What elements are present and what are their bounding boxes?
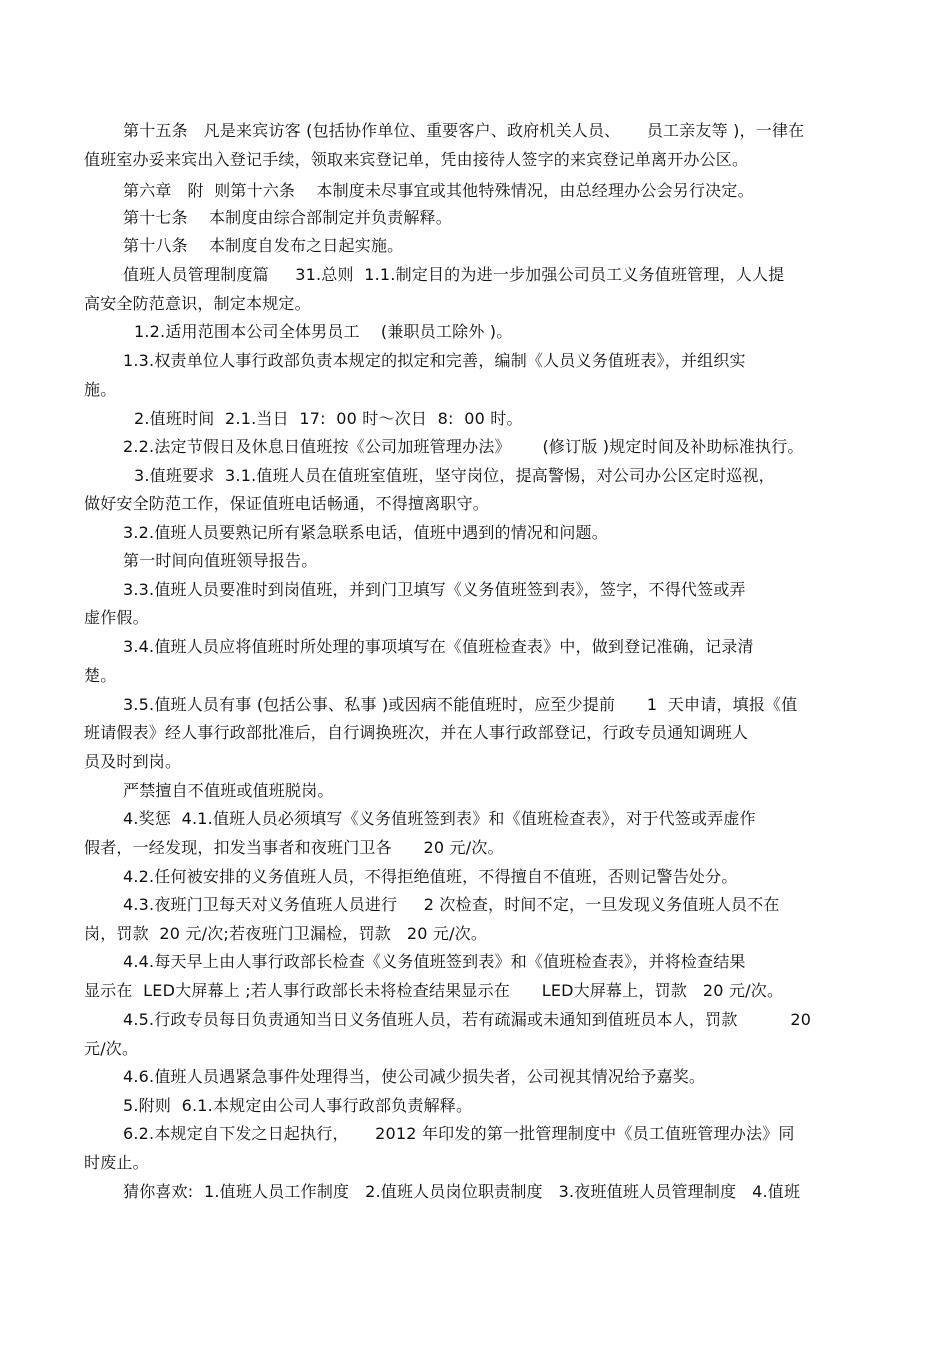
text-line: 1.3.权责单位人事行政部负责本规定的拟定和完善，编制《人员义务值班表》，并组织实 (123, 351, 746, 370)
text-line: 元/次。 (84, 1039, 139, 1058)
text-line: 4.2.任何被安排的义务值班人员，不得拒绝值班，不得擅自不值班，否则记警告处分。 (123, 867, 738, 886)
text-line: 值班室办妥来宾出入登记手续，领取来宾登记单，凭由接待人签字的来宾登记单离开办公区。 (84, 150, 749, 169)
text-line: 员及时到岗。 (84, 752, 182, 771)
text-line: 2.值班时间 2.1.当日 17: 00 时～次日 8: 00 时。 (134, 409, 523, 428)
text-line: 第六章 附 则第十六条 本制度未尽事宜或其他特殊情况，由总经理办公会另行决定。 (123, 181, 754, 200)
text-line: 4.3.夜班门卫每天对义务值班人员进行 2 次检查，时间不定，一旦发现义务值班人员不在 (123, 895, 780, 914)
text-line: 2.2.法定节假日及休息日值班按《公司加班管理办法》 (修订版 )规定时间及补助标准执行。 (123, 437, 804, 456)
text-line: 显示在 LED大屏幕上 ;若人事行政部长未将检查结果显示在 LED大屏幕上，罚款 20 元/次。 (84, 981, 784, 1000)
text-line: 第十八条 本制度自发布之日起实施。 (123, 236, 404, 255)
text-line: 虚作假。 (84, 608, 149, 627)
text-line: 3.3.值班人员要准时到岗值班，并到门卫填写《义务值班签到表》，签字，不得代签或弄 (123, 580, 746, 599)
text-line: 值班人员管理制度篇 31.总则 1.1.制定目的为进一步加强公司员工义务值班管理，人人提 (123, 265, 785, 284)
text-line: 4.5.行政专员每日负责通知当日义务值班人员，若有疏漏或未通知到值班员本人，罚款 20 (123, 1010, 812, 1029)
text-line: 班请假表》经人事行政部批准后，自行调换班次，并在人事行政部登记，行政专员通知调班人 (84, 723, 749, 742)
text-line: 4.4.每天早上由人事行政部长检查《义务值班签到表》和《值班检查表》，并将检查结果 (123, 952, 746, 971)
text-line: 3.2.值班人员要熟记所有紧急联系电话，值班中遇到的情况和问题。 (123, 523, 608, 542)
text-line: 第十五条 凡是来宾访客 (包括协作单位、重要客户、政府机关人员、 员工亲友等 )，一律在 (123, 121, 805, 140)
text-line: 3.5.值班人员有事 (包括公事、私事 )或因病不能值班时，应至少提前 1 天申请，填报《值 (123, 695, 798, 714)
text-line: 4.奖惩 4.1.值班人员必须填写《义务值班签到表》和《值班检查表》，对于代签或弄虚作 (123, 809, 756, 828)
text-line: 6.2.本规定自下发之日起执行， 2012 年印发的第一批管理制度中《员工值班管理办法》同 (123, 1124, 795, 1143)
text-line: 1.2.适用范围本公司全体男员工 (兼职员工除外 )。 (134, 322, 513, 341)
text-line: 时废止。 (84, 1153, 149, 1172)
text-line: 第一时间向值班领导报告。 (123, 551, 318, 570)
text-line: 5.附则 6.1.本规定由公司人事行政部负责解释。 (123, 1096, 473, 1115)
text-line: 做好安全防范工作，保证值班电话畅通，不得擅离职守。 (84, 494, 490, 513)
text-line: 楚。 (84, 666, 117, 685)
text-line: 严禁擅自不值班或值班脱岗。 (123, 781, 334, 800)
text-line: 高安全防范意识，制定本规定。 (84, 294, 311, 313)
text-line: 岗，罚款 20 元/次;若夜班门卫漏检，罚款 20 元/次。 (84, 924, 488, 943)
text-line: 猜你喜欢: 1.值班人员工作制度 2.值班人员岗位职责制度 3.夜班值班人员管理制度 4.值班 (123, 1182, 801, 1201)
text-line: 3.值班要求 3.1.值班人员在值班室值班，坚守岗位，提高警惕，对公司办公区定时巡视， (134, 466, 775, 485)
text-line: 施。 (84, 380, 117, 399)
text-line: 3.4.值班人员应将值班时所处理的事项填写在《值班检查表》中，做到登记准确，记录清 (123, 637, 754, 656)
text-line: 假者，一经发现，扣发当事者和夜班门卫各 20 元/次。 (84, 838, 504, 857)
text-line: 第十七条 本制度由综合部制定并负责解释。 (123, 208, 452, 227)
text-line: 4.6.值班人员遇紧急事件处理得当，使公司减少损失者，公司视其情况给予嘉奖。 (123, 1067, 706, 1086)
